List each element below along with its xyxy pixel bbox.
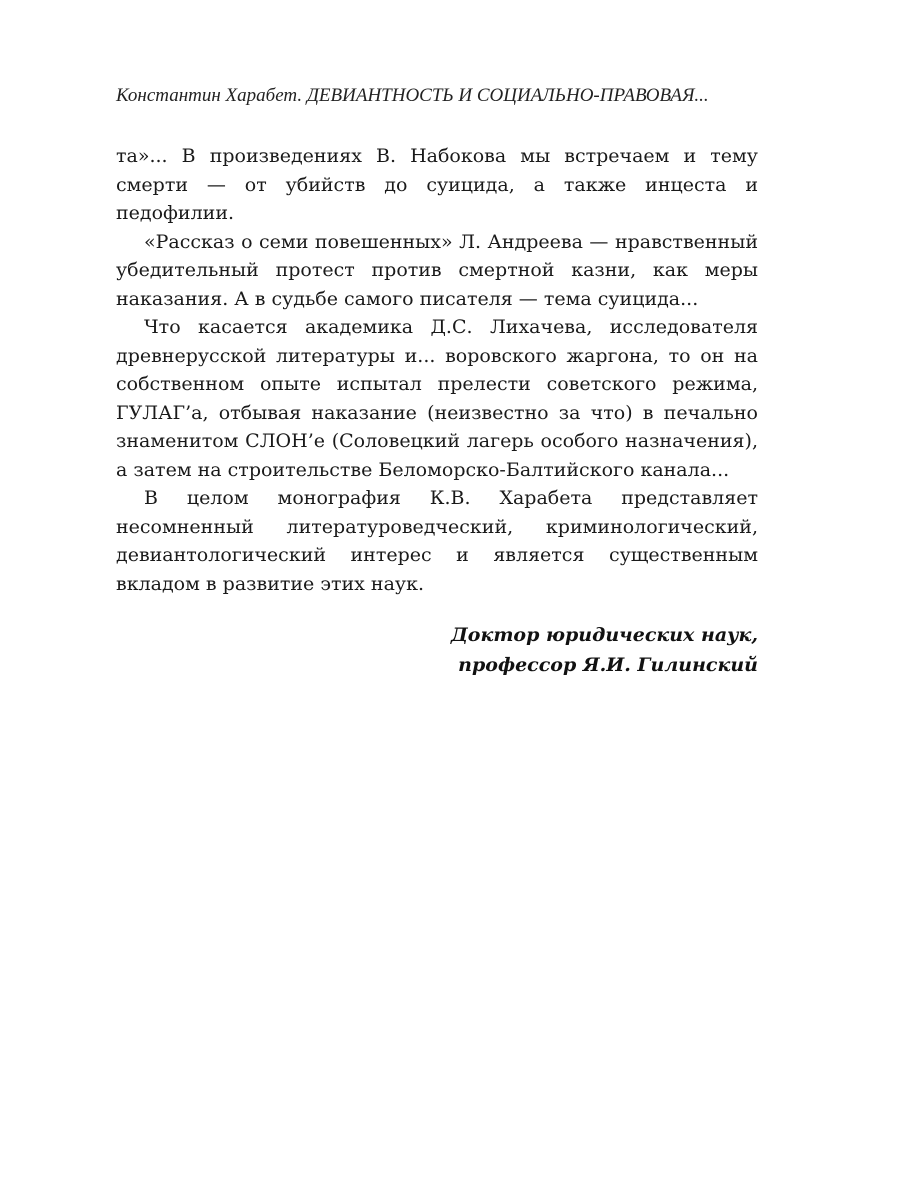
paragraph-continuation: та»... В произведениях В. Набокова мы встречаем и тему смерти — от убийств до суицида, а также инцеста и педофилии. bbox=[116, 145, 758, 224]
signature-name: профессор Я.И. Гилинский bbox=[458, 654, 758, 676]
signature-block bbox=[300, 620, 758, 680]
signature-title: Доктор юридических наук, bbox=[450, 624, 758, 646]
paragraph-conclusion: В целом монография К.В. Харабета представляет несомненный литературоведческий, криминологический, девиантологический интерес и является существенным вкладом в развитие этих наук. bbox=[116, 487, 758, 595]
paragraph-andreev: «Рассказ о семи повешенных» Л. Андреева — нравственный убедительный протест против смертной казни, как меры наказания. А в судьбе самого писателя — тема суицида... bbox=[116, 230, 758, 310]
running-header: Константин Харабет. ДЕВИАНТНОСТЬ И СОЦИАЛЬНО-ПРАВОВАЯ... bbox=[116, 85, 709, 106]
paragraph-likhachev: Что касается академика Д.С. Лихачева, исследователя древнерусской литературы и... воровского жаргона, то он на собственном опыте испытал прелести советского режима, ГУЛАГ’а, отбывая наказание (неизвестно за что) в печально знаменитом СЛОН’е (Соловецкий лагерь особого назначения), а затем на строительстве Беломорско-Балтийского канала... bbox=[116, 316, 758, 481]
body-text bbox=[116, 142, 758, 598]
